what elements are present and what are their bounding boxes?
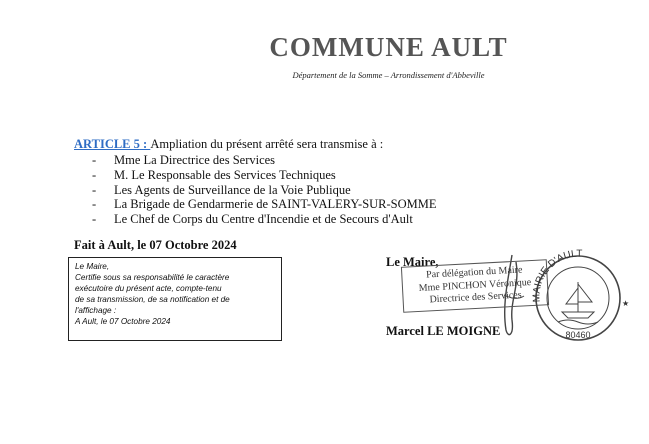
department-subtitle: Département de la Somme – Arrondissement d'Abbeville — [292, 70, 485, 80]
mairie-seal — [518, 246, 636, 344]
seal-bottom-text: 80460 — [565, 330, 591, 340]
recipient-text: Le Chef de Corps du Centre d'Incendie et de Secours d'Ault — [114, 212, 413, 227]
list-item: - Mme La Directrice des Services — [92, 153, 276, 167]
recipient-text: La Brigade de Gendarmerie de SAINT-VALERY-SUR-SOMME — [114, 197, 437, 212]
cert-line: A Ault, le 07 Octobre 2024 — [75, 317, 171, 326]
commune-title: COMMUNE AULT — [269, 32, 508, 62]
article-separator: : — [139, 137, 151, 151]
article-label: ARTICLE 5 — [74, 137, 140, 151]
stamp-line: Mme PINCHON Véronique — [418, 276, 532, 294]
list-item: - La Brigade de Gendarmerie de SAINT-VALERY-SUR-SOMME — [92, 197, 437, 212]
cert-line: de sa transmission, de sa notification et de — [75, 295, 230, 304]
recipient-text: M. Le Responsable des Services Techniques — [114, 167, 336, 182]
cert-line: l'affichage : — [75, 306, 117, 315]
ship-emblem-icon — [558, 282, 598, 324]
cert-line: exécutoire du présent acte, compte-tenu — [75, 284, 222, 293]
maire-name: Marcel LE MOIGNE — [386, 324, 501, 338]
maire-role: Le Maire, — [386, 255, 439, 269]
list-item: - Le Chef de Corps du Centre d'Incendie et de Secours d'Ault — [92, 212, 413, 227]
cert-line: Le Maire, — [75, 262, 110, 271]
recipient-text: Les Agents de Surveillance de la Voie Publique — [114, 182, 351, 197]
fait-a-ault: Fait à Ault, le 07 Octobre 2024 — [74, 238, 237, 252]
recipient-list — [92, 153, 437, 227]
list-item: - M. Le Responsable des Services Techniques — [92, 167, 336, 182]
list-item: - Les Agents de Surveillance de la Voie Publique — [92, 182, 351, 197]
seal-top-text: MAIRIE D'AULT — [531, 248, 583, 303]
cert-line: Certifie sous sa responsabilité le caractère — [75, 273, 230, 282]
star-icon: ★ — [622, 299, 630, 308]
stamp-line: Directrice des Services — [429, 289, 522, 306]
recipient-text: Mme La Directrice des Services — [114, 153, 276, 167]
certification-box — [68, 257, 282, 341]
article-5 — [74, 137, 383, 152]
article-text: Ampliation du présent arrêté sera transmise à : — [150, 137, 384, 151]
stamp-line: Par délégation du Maire — [425, 264, 523, 281]
